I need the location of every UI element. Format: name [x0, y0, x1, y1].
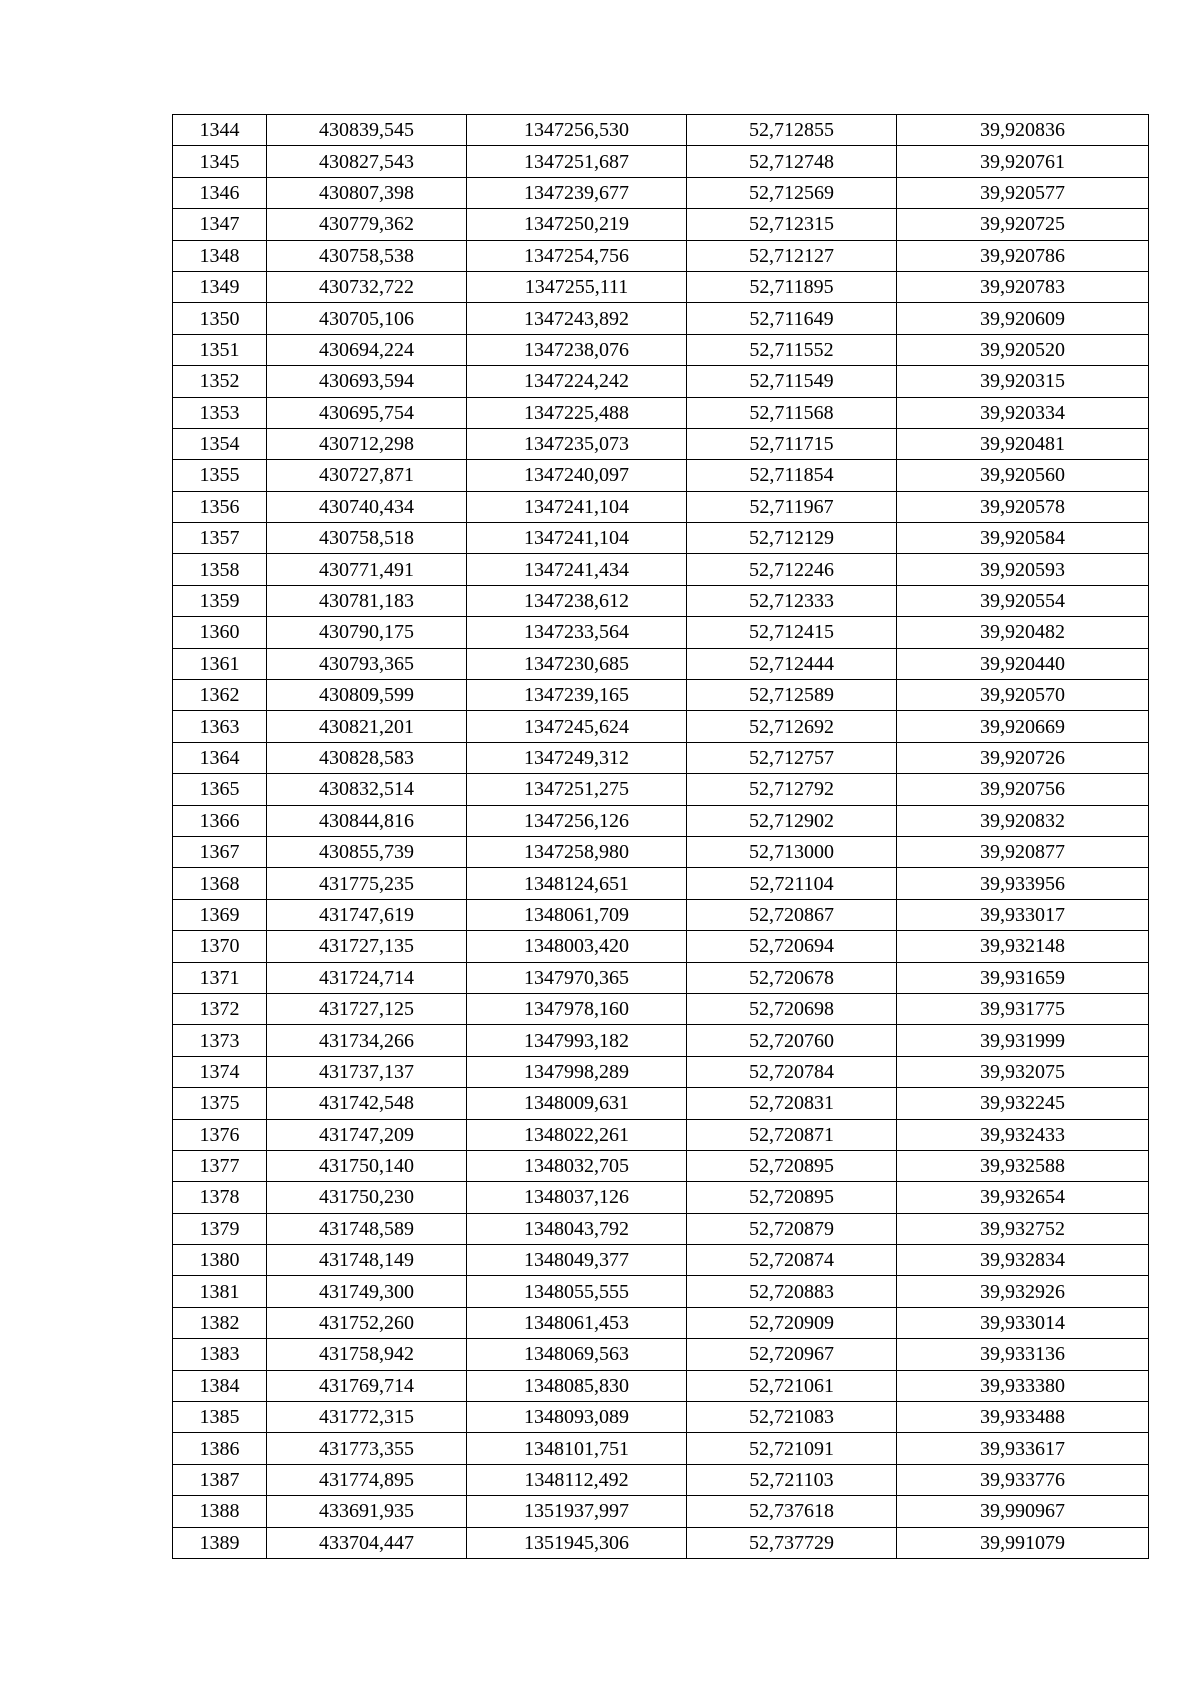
longitude-cell: 39,920315: [897, 366, 1149, 397]
latitude-cell: 52,712333: [687, 585, 897, 616]
y-coordinate-cell: 1347238,612: [467, 585, 687, 616]
x-coordinate-cell: 431734,266: [267, 1025, 467, 1056]
y-coordinate-cell: 1347235,073: [467, 428, 687, 459]
longitude-cell: 39,932148: [897, 931, 1149, 962]
longitude-cell: 39,933380: [897, 1370, 1149, 1401]
longitude-cell: 39,920584: [897, 523, 1149, 554]
latitude-cell: 52,712246: [687, 554, 897, 585]
y-coordinate-cell: 1347251,275: [467, 774, 687, 805]
x-coordinate-cell: 430758,518: [267, 523, 467, 554]
longitude-cell: 39,920520: [897, 334, 1149, 365]
x-coordinate-cell: 431748,149: [267, 1245, 467, 1276]
longitude-cell: 39,932245: [897, 1088, 1149, 1119]
longitude-cell: 39,920593: [897, 554, 1149, 585]
longitude-cell: 39,932834: [897, 1245, 1149, 1276]
y-coordinate-cell: 1347238,076: [467, 334, 687, 365]
y-coordinate-cell: 1347245,624: [467, 711, 687, 742]
latitude-cell: 52,720871: [687, 1119, 897, 1150]
point-number-cell: 1345: [173, 146, 267, 177]
table-row: [173, 774, 1149, 805]
latitude-cell: 52,712855: [687, 115, 897, 146]
point-number-cell: 1352: [173, 366, 267, 397]
point-number-cell: 1389: [173, 1527, 267, 1558]
x-coordinate-cell: 430779,362: [267, 209, 467, 240]
latitude-cell: 52,720694: [687, 931, 897, 962]
table-row: [173, 334, 1149, 365]
latitude-cell: 52,711549: [687, 366, 897, 397]
longitude-cell: 39,920783: [897, 271, 1149, 302]
x-coordinate-cell: 430771,491: [267, 554, 467, 585]
y-coordinate-cell: 1348085,830: [467, 1370, 687, 1401]
point-number-cell: 1383: [173, 1339, 267, 1370]
longitude-cell: 39,920334: [897, 397, 1149, 428]
table-row: [173, 554, 1149, 585]
longitude-cell: 39,920726: [897, 742, 1149, 773]
x-coordinate-cell: 431775,235: [267, 868, 467, 899]
table-row: [173, 1496, 1149, 1527]
latitude-cell: 52,712757: [687, 742, 897, 773]
x-coordinate-cell: 430827,543: [267, 146, 467, 177]
latitude-cell: 52,712589: [687, 680, 897, 711]
y-coordinate-cell: 1347998,289: [467, 1056, 687, 1087]
point-number-cell: 1374: [173, 1056, 267, 1087]
x-coordinate-cell: 430793,365: [267, 648, 467, 679]
x-coordinate-cell: 431750,140: [267, 1150, 467, 1181]
point-number-cell: 1351: [173, 334, 267, 365]
latitude-cell: 52,711854: [687, 460, 897, 491]
table-row: [173, 523, 1149, 554]
table-row: [173, 1276, 1149, 1307]
point-number-cell: 1367: [173, 836, 267, 867]
latitude-cell: 52,712127: [687, 240, 897, 271]
longitude-cell: 39,932654: [897, 1182, 1149, 1213]
y-coordinate-cell: 1348049,377: [467, 1245, 687, 1276]
table-row: [173, 366, 1149, 397]
coordinates-table-body: [173, 115, 1149, 1559]
longitude-cell: 39,932433: [897, 1119, 1149, 1150]
point-number-cell: 1384: [173, 1370, 267, 1401]
longitude-cell: 39,920481: [897, 428, 1149, 459]
point-number-cell: 1344: [173, 115, 267, 146]
x-coordinate-cell: 433704,447: [267, 1527, 467, 1558]
table-row: [173, 271, 1149, 302]
point-number-cell: 1350: [173, 303, 267, 334]
longitude-cell: 39,920482: [897, 617, 1149, 648]
point-number-cell: 1347: [173, 209, 267, 240]
table-row: [173, 1339, 1149, 1370]
table-row: [173, 585, 1149, 616]
x-coordinate-cell: 430781,183: [267, 585, 467, 616]
longitude-cell: 39,932926: [897, 1276, 1149, 1307]
table-row: [173, 1433, 1149, 1464]
x-coordinate-cell: 431752,260: [267, 1307, 467, 1338]
table-row: [173, 1464, 1149, 1495]
table-row: [173, 1088, 1149, 1119]
x-coordinate-cell: 431747,209: [267, 1119, 467, 1150]
x-coordinate-cell: 430807,398: [267, 177, 467, 208]
point-number-cell: 1379: [173, 1213, 267, 1244]
y-coordinate-cell: 1348043,792: [467, 1213, 687, 1244]
longitude-cell: 39,990967: [897, 1496, 1149, 1527]
latitude-cell: 52,712129: [687, 523, 897, 554]
latitude-cell: 52,711895: [687, 271, 897, 302]
longitude-cell: 39,920836: [897, 115, 1149, 146]
latitude-cell: 52,712569: [687, 177, 897, 208]
table-row: [173, 397, 1149, 428]
y-coordinate-cell: 1347241,434: [467, 554, 687, 585]
longitude-cell: 39,931999: [897, 1025, 1149, 1056]
point-number-cell: 1353: [173, 397, 267, 428]
longitude-cell: 39,920440: [897, 648, 1149, 679]
x-coordinate-cell: 430809,599: [267, 680, 467, 711]
longitude-cell: 39,920832: [897, 805, 1149, 836]
latitude-cell: 52,711649: [687, 303, 897, 334]
y-coordinate-cell: 1348022,261: [467, 1119, 687, 1150]
latitude-cell: 52,712415: [687, 617, 897, 648]
y-coordinate-cell: 1348101,751: [467, 1433, 687, 1464]
x-coordinate-cell: 430832,514: [267, 774, 467, 805]
longitude-cell: 39,920786: [897, 240, 1149, 271]
longitude-cell: 39,931775: [897, 993, 1149, 1024]
latitude-cell: 52,721091: [687, 1433, 897, 1464]
latitude-cell: 52,712792: [687, 774, 897, 805]
x-coordinate-cell: 431773,355: [267, 1433, 467, 1464]
y-coordinate-cell: 1348124,651: [467, 868, 687, 899]
y-coordinate-cell: 1347239,165: [467, 680, 687, 711]
y-coordinate-cell: 1347978,160: [467, 993, 687, 1024]
latitude-cell: 52,720867: [687, 899, 897, 930]
point-number-cell: 1348: [173, 240, 267, 271]
point-number-cell: 1382: [173, 1307, 267, 1338]
point-number-cell: 1387: [173, 1464, 267, 1495]
point-number-cell: 1371: [173, 962, 267, 993]
table-row: [173, 177, 1149, 208]
table-row: [173, 1402, 1149, 1433]
table-row: [173, 617, 1149, 648]
latitude-cell: 52,721104: [687, 868, 897, 899]
x-coordinate-cell: 430758,538: [267, 240, 467, 271]
y-coordinate-cell: 1348055,555: [467, 1276, 687, 1307]
y-coordinate-cell: 1348003,420: [467, 931, 687, 962]
longitude-cell: 39,920609: [897, 303, 1149, 334]
y-coordinate-cell: 1347251,687: [467, 146, 687, 177]
y-coordinate-cell: 1347256,126: [467, 805, 687, 836]
y-coordinate-cell: 1347970,365: [467, 962, 687, 993]
x-coordinate-cell: 430821,201: [267, 711, 467, 742]
y-coordinate-cell: 1347255,111: [467, 271, 687, 302]
x-coordinate-cell: 430694,224: [267, 334, 467, 365]
y-coordinate-cell: 1348037,126: [467, 1182, 687, 1213]
y-coordinate-cell: 1347241,104: [467, 523, 687, 554]
x-coordinate-cell: 431774,895: [267, 1464, 467, 1495]
table-row: [173, 1307, 1149, 1338]
longitude-cell: 39,920560: [897, 460, 1149, 491]
latitude-cell: 52,720967: [687, 1339, 897, 1370]
x-coordinate-cell: 431748,589: [267, 1213, 467, 1244]
table-row: [173, 491, 1149, 522]
y-coordinate-cell: 1347256,530: [467, 115, 687, 146]
table-row: [173, 209, 1149, 240]
table-row: [173, 1056, 1149, 1087]
latitude-cell: 52,713000: [687, 836, 897, 867]
table-row: [173, 1025, 1149, 1056]
point-number-cell: 1370: [173, 931, 267, 962]
x-coordinate-cell: 431742,548: [267, 1088, 467, 1119]
point-number-cell: 1365: [173, 774, 267, 805]
table-row: [173, 648, 1149, 679]
point-number-cell: 1373: [173, 1025, 267, 1056]
table-row: [173, 742, 1149, 773]
latitude-cell: 52,720874: [687, 1245, 897, 1276]
latitude-cell: 52,720879: [687, 1213, 897, 1244]
point-number-cell: 1372: [173, 993, 267, 1024]
latitude-cell: 52,711967: [687, 491, 897, 522]
longitude-cell: 39,991079: [897, 1527, 1149, 1558]
latitude-cell: 52,711715: [687, 428, 897, 459]
point-number-cell: 1388: [173, 1496, 267, 1527]
latitude-cell: 52,711552: [687, 334, 897, 365]
x-coordinate-cell: 433691,935: [267, 1496, 467, 1527]
x-coordinate-cell: 430732,722: [267, 271, 467, 302]
table-row: [173, 1119, 1149, 1150]
table-row: [173, 1370, 1149, 1401]
point-number-cell: 1380: [173, 1245, 267, 1276]
y-coordinate-cell: 1347239,677: [467, 177, 687, 208]
latitude-cell: 52,720909: [687, 1307, 897, 1338]
table-row: [173, 868, 1149, 899]
latitude-cell: 52,737618: [687, 1496, 897, 1527]
point-number-cell: 1357: [173, 523, 267, 554]
point-number-cell: 1349: [173, 271, 267, 302]
y-coordinate-cell: 1347233,564: [467, 617, 687, 648]
latitude-cell: 52,720678: [687, 962, 897, 993]
point-number-cell: 1376: [173, 1119, 267, 1150]
point-number-cell: 1366: [173, 805, 267, 836]
latitude-cell: 52,712444: [687, 648, 897, 679]
table-row: [173, 1150, 1149, 1181]
y-coordinate-cell: 1347230,685: [467, 648, 687, 679]
longitude-cell: 39,920669: [897, 711, 1149, 742]
point-number-cell: 1377: [173, 1150, 267, 1181]
x-coordinate-cell: 431727,135: [267, 931, 467, 962]
y-coordinate-cell: 1347250,219: [467, 209, 687, 240]
longitude-cell: 39,933136: [897, 1339, 1149, 1370]
x-coordinate-cell: 430839,545: [267, 115, 467, 146]
x-coordinate-cell: 431769,714: [267, 1370, 467, 1401]
y-coordinate-cell: 1347254,756: [467, 240, 687, 271]
longitude-cell: 39,920756: [897, 774, 1149, 805]
latitude-cell: 52,720698: [687, 993, 897, 1024]
point-number-cell: 1363: [173, 711, 267, 742]
longitude-cell: 39,920570: [897, 680, 1149, 711]
y-coordinate-cell: 1348061,709: [467, 899, 687, 930]
longitude-cell: 39,933488: [897, 1402, 1149, 1433]
longitude-cell: 39,932752: [897, 1213, 1149, 1244]
table-row: [173, 899, 1149, 930]
y-coordinate-cell: 1347258,980: [467, 836, 687, 867]
y-coordinate-cell: 1348032,705: [467, 1150, 687, 1181]
x-coordinate-cell: 430855,739: [267, 836, 467, 867]
table-row: [173, 240, 1149, 271]
y-coordinate-cell: 1351937,997: [467, 1496, 687, 1527]
latitude-cell: 52,721083: [687, 1402, 897, 1433]
y-coordinate-cell: 1348093,089: [467, 1402, 687, 1433]
longitude-cell: 39,920554: [897, 585, 1149, 616]
longitude-cell: 39,932075: [897, 1056, 1149, 1087]
latitude-cell: 52,712748: [687, 146, 897, 177]
point-number-cell: 1346: [173, 177, 267, 208]
table-row: [173, 146, 1149, 177]
point-number-cell: 1354: [173, 428, 267, 459]
latitude-cell: 52,721103: [687, 1464, 897, 1495]
point-number-cell: 1381: [173, 1276, 267, 1307]
y-coordinate-cell: 1347240,097: [467, 460, 687, 491]
table-row: [173, 711, 1149, 742]
latitude-cell: 52,720895: [687, 1182, 897, 1213]
x-coordinate-cell: 430828,583: [267, 742, 467, 773]
point-number-cell: 1361: [173, 648, 267, 679]
x-coordinate-cell: 430695,754: [267, 397, 467, 428]
y-coordinate-cell: 1348112,492: [467, 1464, 687, 1495]
point-number-cell: 1385: [173, 1402, 267, 1433]
point-number-cell: 1368: [173, 868, 267, 899]
point-number-cell: 1362: [173, 680, 267, 711]
x-coordinate-cell: 431724,714: [267, 962, 467, 993]
table-row: [173, 805, 1149, 836]
latitude-cell: 52,712315: [687, 209, 897, 240]
point-number-cell: 1356: [173, 491, 267, 522]
x-coordinate-cell: 431772,315: [267, 1402, 467, 1433]
longitude-cell: 39,933776: [897, 1464, 1149, 1495]
table-row: [173, 1213, 1149, 1244]
y-coordinate-cell: 1347241,104: [467, 491, 687, 522]
x-coordinate-cell: 430844,816: [267, 805, 467, 836]
y-coordinate-cell: 1347243,892: [467, 303, 687, 334]
latitude-cell: 52,720895: [687, 1150, 897, 1181]
point-number-cell: 1375: [173, 1088, 267, 1119]
longitude-cell: 39,933014: [897, 1307, 1149, 1338]
longitude-cell: 39,933017: [897, 899, 1149, 930]
table-row: [173, 303, 1149, 334]
y-coordinate-cell: 1347224,242: [467, 366, 687, 397]
table-row: [173, 1527, 1149, 1558]
latitude-cell: 52,720784: [687, 1056, 897, 1087]
table-row: [173, 962, 1149, 993]
longitude-cell: 39,931659: [897, 962, 1149, 993]
latitude-cell: 52,711568: [687, 397, 897, 428]
y-coordinate-cell: 1347993,182: [467, 1025, 687, 1056]
point-number-cell: 1369: [173, 899, 267, 930]
y-coordinate-cell: 1348009,631: [467, 1088, 687, 1119]
longitude-cell: 39,920577: [897, 177, 1149, 208]
x-coordinate-cell: 431749,300: [267, 1276, 467, 1307]
x-coordinate-cell: 431758,942: [267, 1339, 467, 1370]
point-number-cell: 1386: [173, 1433, 267, 1464]
point-number-cell: 1364: [173, 742, 267, 773]
table-row: [173, 931, 1149, 962]
x-coordinate-cell: 431737,137: [267, 1056, 467, 1087]
table-row: [173, 1245, 1149, 1276]
x-coordinate-cell: 430705,106: [267, 303, 467, 334]
table-row: [173, 993, 1149, 1024]
longitude-cell: 39,933617: [897, 1433, 1149, 1464]
x-coordinate-cell: 430740,434: [267, 491, 467, 522]
longitude-cell: 39,920877: [897, 836, 1149, 867]
y-coordinate-cell: 1347249,312: [467, 742, 687, 773]
table-row: [173, 428, 1149, 459]
longitude-cell: 39,933956: [897, 868, 1149, 899]
longitude-cell: 39,932588: [897, 1150, 1149, 1181]
y-coordinate-cell: 1351945,306: [467, 1527, 687, 1558]
point-number-cell: 1358: [173, 554, 267, 585]
latitude-cell: 52,712692: [687, 711, 897, 742]
point-number-cell: 1378: [173, 1182, 267, 1213]
longitude-cell: 39,920578: [897, 491, 1149, 522]
x-coordinate-cell: 431747,619: [267, 899, 467, 930]
x-coordinate-cell: 430712,298: [267, 428, 467, 459]
x-coordinate-cell: 431727,125: [267, 993, 467, 1024]
longitude-cell: 39,920725: [897, 209, 1149, 240]
point-number-cell: 1359: [173, 585, 267, 616]
longitude-cell: 39,920761: [897, 146, 1149, 177]
coordinates-table: [172, 114, 1149, 1559]
y-coordinate-cell: 1348061,453: [467, 1307, 687, 1338]
table-row: [173, 460, 1149, 491]
table-row: [173, 115, 1149, 146]
table-row: [173, 680, 1149, 711]
latitude-cell: 52,721061: [687, 1370, 897, 1401]
latitude-cell: 52,720831: [687, 1088, 897, 1119]
x-coordinate-cell: 430727,871: [267, 460, 467, 491]
y-coordinate-cell: 1348069,563: [467, 1339, 687, 1370]
point-number-cell: 1360: [173, 617, 267, 648]
latitude-cell: 52,720883: [687, 1276, 897, 1307]
point-number-cell: 1355: [173, 460, 267, 491]
table-row: [173, 836, 1149, 867]
x-coordinate-cell: 431750,230: [267, 1182, 467, 1213]
latitude-cell: 52,737729: [687, 1527, 897, 1558]
latitude-cell: 52,712902: [687, 805, 897, 836]
x-coordinate-cell: 430693,594: [267, 366, 467, 397]
latitude-cell: 52,720760: [687, 1025, 897, 1056]
x-coordinate-cell: 430790,175: [267, 617, 467, 648]
table-row: [173, 1182, 1149, 1213]
y-coordinate-cell: 1347225,488: [467, 397, 687, 428]
